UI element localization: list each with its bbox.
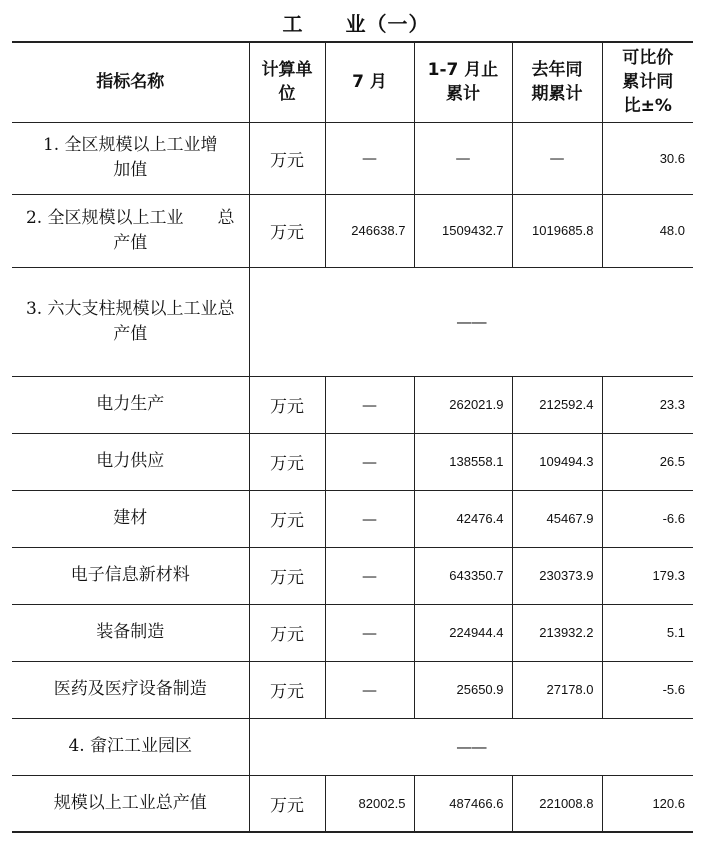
- table-row: [12, 775, 693, 832]
- row-name: 规模以上工业总产值: [12, 775, 249, 832]
- row-month: 82002.5: [325, 775, 414, 832]
- row-unit: 万元: [249, 122, 325, 194]
- row-ytd: 1509432.7: [414, 194, 512, 267]
- row-last-year: 230373.9: [512, 547, 602, 604]
- row-last-year: 221008.8: [512, 775, 602, 832]
- row-yoy: 5.1: [602, 604, 693, 661]
- row-ytd: 643350.7: [414, 547, 512, 604]
- row-ytd: 487466.6: [414, 775, 512, 832]
- table-row: [12, 661, 693, 718]
- row-unit: 万元: [249, 376, 325, 433]
- row-last-year: 109494.3: [512, 433, 602, 490]
- row-last-year: 212592.4: [512, 376, 602, 433]
- row-name-text: 1. 全区规模以上工业增加值: [42, 135, 218, 180]
- header-ytd: [414, 42, 512, 122]
- table-row: [12, 376, 693, 433]
- row-name: 4. 畲江工业园区: [12, 718, 249, 775]
- row-unit: 万元: [249, 490, 325, 547]
- header-unit: [249, 42, 325, 122]
- header-unit-text: 计算单位: [261, 60, 313, 105]
- row-yoy: -5.6: [602, 661, 693, 718]
- row-last-year: 1019685.8: [512, 194, 602, 267]
- row-month: —: [325, 376, 414, 433]
- header-row: [12, 42, 693, 122]
- row-name: [12, 194, 249, 267]
- row-yoy: 120.6: [602, 775, 693, 832]
- row-ytd: 25650.9: [414, 661, 512, 718]
- row-name: 电力生产: [12, 376, 249, 433]
- row-month: —: [325, 122, 414, 194]
- row-ytd: 262021.9: [414, 376, 512, 433]
- table-row: [12, 604, 693, 661]
- row-yoy: 48.0: [602, 194, 693, 267]
- header-ytd-text: 1-7 月止累计: [427, 60, 499, 105]
- row-last-year: 27178.0: [512, 661, 602, 718]
- table-row: [12, 547, 693, 604]
- row-last-year: —: [512, 122, 602, 194]
- row-ytd: 138558.1: [414, 433, 512, 490]
- row-unit: 万元: [249, 604, 325, 661]
- table-row: [12, 194, 693, 267]
- table-row: [12, 267, 693, 376]
- row-month: —: [325, 433, 414, 490]
- row-unit: 万元: [249, 194, 325, 267]
- industry-table: [12, 41, 693, 833]
- table-row: [12, 490, 693, 547]
- row-name: 医药及医疗设备制造: [12, 661, 249, 718]
- row-month: —: [325, 604, 414, 661]
- row-month: 246638.7: [325, 194, 414, 267]
- row-ytd: 224944.4: [414, 604, 512, 661]
- row-unit: 万元: [249, 661, 325, 718]
- row-unit: 万元: [249, 547, 325, 604]
- header-yoy: [602, 42, 693, 122]
- row-month: —: [325, 490, 414, 547]
- row-month: —: [325, 661, 414, 718]
- table-row: [12, 718, 693, 775]
- row-unit: 万元: [249, 433, 325, 490]
- row-name: [12, 122, 249, 194]
- row-unit: 万元: [249, 775, 325, 832]
- header-month: 7 月: [325, 42, 414, 122]
- row-month: —: [325, 547, 414, 604]
- row-last-year: 45467.9: [512, 490, 602, 547]
- row-name: 电力供应: [12, 433, 249, 490]
- row-name-text: 2. 全区规模以上工业 总产值: [25, 207, 235, 253]
- row-ytd: 42476.4: [414, 490, 512, 547]
- row-last-year: 213932.2: [512, 604, 602, 661]
- header-last-year-text: 去年同期累计: [531, 60, 583, 105]
- row-name-text: 3. 六大支柱规模以上工业总产值: [25, 298, 235, 344]
- header-last-year: [512, 42, 602, 122]
- row-name: 建材: [12, 490, 249, 547]
- row-yoy: -6.6: [602, 490, 693, 547]
- row-span-dash: ——: [249, 718, 693, 775]
- row-name: 电子信息新材料: [12, 547, 249, 604]
- table-row: [12, 433, 693, 490]
- page-title: 工 业（一）: [282, 12, 430, 36]
- table-row: [12, 122, 693, 194]
- row-name: 装备制造: [12, 604, 249, 661]
- header-name: 指标名称: [12, 42, 249, 122]
- row-name: [12, 267, 249, 376]
- row-span-dash: ——: [249, 267, 693, 376]
- header-yoy-text: 可比价累计同比±%: [622, 48, 674, 117]
- row-yoy: 179.3: [602, 547, 693, 604]
- row-yoy: 26.5: [602, 433, 693, 490]
- row-yoy: 23.3: [602, 376, 693, 433]
- row-yoy: 30.6: [602, 122, 693, 194]
- row-ytd: —: [414, 122, 512, 194]
